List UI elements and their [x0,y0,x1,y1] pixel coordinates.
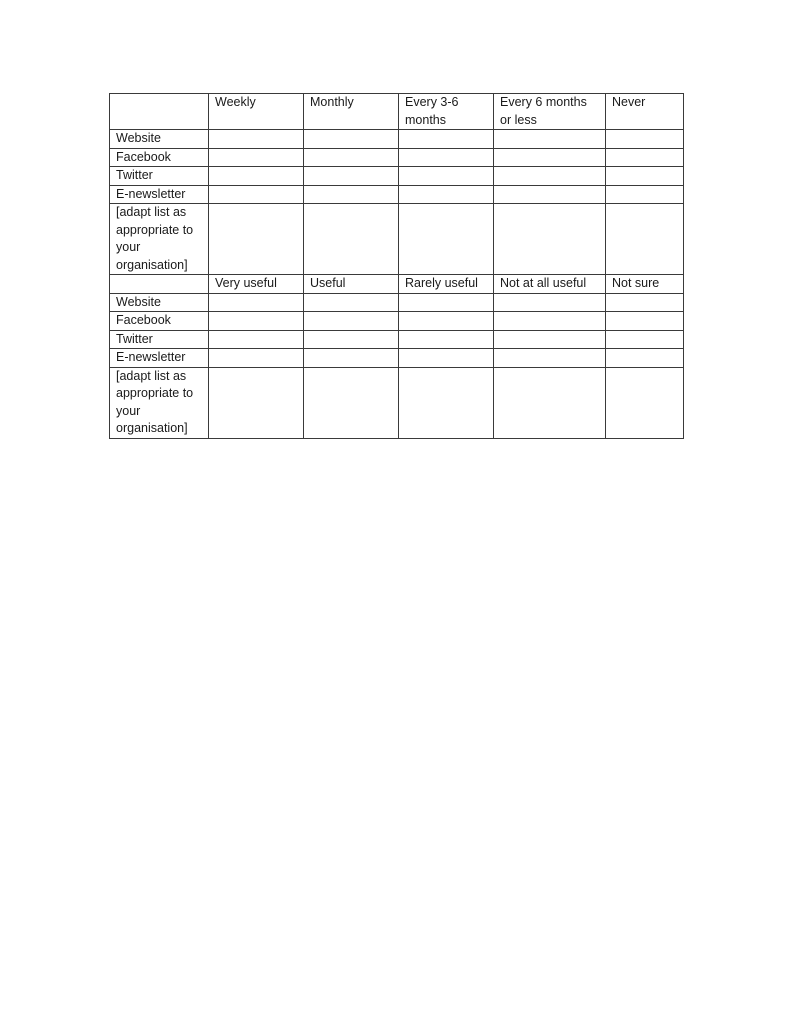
response-cell[interactable] [209,312,304,331]
column-header-rarely-useful: Rarely useful [399,275,494,294]
response-cell[interactable] [304,293,399,312]
survey-table [109,93,684,439]
row-label-website: Website [110,130,209,149]
row-label-facebook: Facebook [110,148,209,167]
response-cell[interactable] [399,185,494,204]
column-header-every-6-months-or-less: Every 6 months or less [494,94,606,130]
response-cell[interactable] [209,167,304,186]
response-cell[interactable] [494,204,606,275]
response-cell[interactable] [399,293,494,312]
response-cell[interactable] [304,204,399,275]
response-cell[interactable] [399,148,494,167]
response-cell[interactable] [494,167,606,186]
response-cell[interactable] [209,367,304,438]
row-label-e-newsletter: E-newsletter [110,349,209,368]
response-cell[interactable] [304,167,399,186]
response-cell[interactable] [399,312,494,331]
response-cell[interactable] [304,312,399,331]
column-header-not-at-all-useful: Not at all useful [494,275,606,294]
row-label-website: Website [110,293,209,312]
response-cell[interactable] [606,130,684,149]
response-cell[interactable] [606,349,684,368]
response-cell[interactable] [606,293,684,312]
column-header-not-sure: Not sure [606,275,684,294]
response-cell[interactable] [209,293,304,312]
response-cell[interactable] [209,204,304,275]
table-row [110,185,684,204]
table-row [110,130,684,149]
response-cell[interactable] [494,367,606,438]
header-corner-cell [110,275,209,294]
column-header-monthly: Monthly [304,94,399,130]
row-label-twitter: Twitter [110,167,209,186]
response-cell[interactable] [209,349,304,368]
response-cell[interactable] [606,312,684,331]
table-row [110,204,684,275]
response-cell[interactable] [494,330,606,349]
response-cell[interactable] [399,130,494,149]
row-label-facebook: Facebook [110,312,209,331]
response-cell[interactable] [399,330,494,349]
usefulness-header-row [110,275,684,294]
column-header-never: Never [606,94,684,130]
response-cell[interactable] [304,330,399,349]
response-cell[interactable] [494,148,606,167]
response-cell[interactable] [606,148,684,167]
response-cell[interactable] [209,330,304,349]
header-corner-cell [110,94,209,130]
response-cell[interactable] [606,185,684,204]
table-row [110,367,684,438]
response-cell[interactable] [304,367,399,438]
column-header-every-3-6-months: Every 3-6 months [399,94,494,130]
table-row [110,312,684,331]
response-cell[interactable] [606,330,684,349]
column-header-very-useful: Very useful [209,275,304,294]
response-cell[interactable] [304,185,399,204]
frequency-header-row [110,94,684,130]
response-cell[interactable] [494,130,606,149]
row-label-e-newsletter: E-newsletter [110,185,209,204]
table-row [110,349,684,368]
row-label-twitter: Twitter [110,330,209,349]
response-cell[interactable] [494,349,606,368]
table-row [110,293,684,312]
response-cell[interactable] [494,312,606,331]
column-header-weekly: Weekly [209,94,304,130]
response-cell[interactable] [399,204,494,275]
row-label-adapt-list: [adapt list as appropriate to your organisation] [110,204,209,275]
row-label-adapt-list: [adapt list as appropriate to your organisation] [110,367,209,438]
response-cell[interactable] [209,130,304,149]
response-cell[interactable] [304,130,399,149]
response-cell[interactable] [494,185,606,204]
response-cell[interactable] [606,204,684,275]
column-header-useful: Useful [304,275,399,294]
response-cell[interactable] [606,167,684,186]
table-row [110,148,684,167]
response-cell[interactable] [494,293,606,312]
response-cell[interactable] [209,185,304,204]
table-row [110,330,684,349]
table-row [110,167,684,186]
response-cell[interactable] [304,148,399,167]
response-cell[interactable] [399,349,494,368]
response-cell[interactable] [304,349,399,368]
response-cell[interactable] [209,148,304,167]
response-cell[interactable] [399,167,494,186]
response-cell[interactable] [399,367,494,438]
response-cell[interactable] [606,367,684,438]
